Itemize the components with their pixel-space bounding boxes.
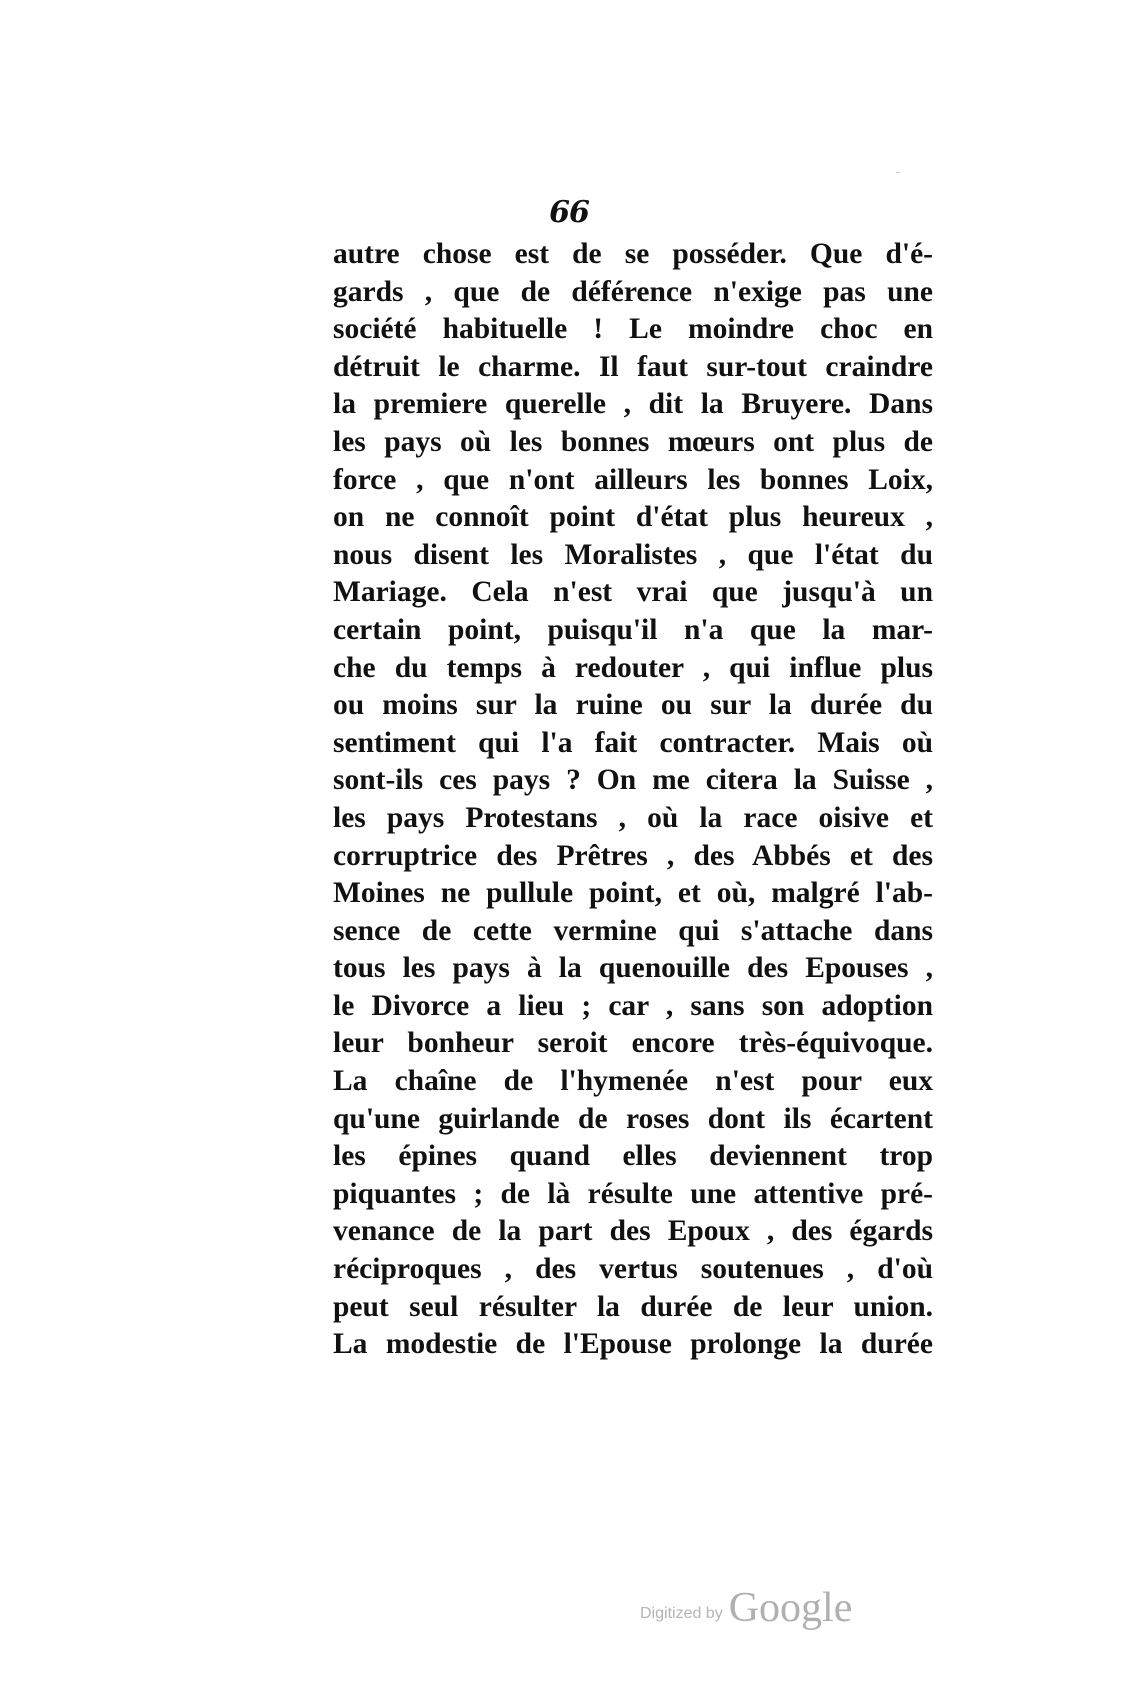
text-line: peut seul résulter la durée de leur union. [333,1290,933,1323]
text-line: nous disent les Moralistes , que l'état du [333,538,933,571]
text-line: force , que n'ont ailleurs les bonnes Loix, [333,463,933,496]
text-line: ou moins sur la ruine ou sur la durée du [333,689,933,722]
text-line: autre chose est de se posséder. Que d'é- [333,238,933,270]
text-line: Moines ne pullule point, et où, malgré l'ab- [333,877,933,910]
text-line: venance de la part des Epoux , des égards [333,1215,933,1248]
text-line: détruit le charme. Il faut sur-tout craindre [333,350,933,383]
text-line: leur bonheur seroit encore très-équivoque. [333,1027,933,1060]
text-line: La chaîne de l'hymenée n'est pour eux [333,1065,933,1098]
text-line: piquantes ; de là résulte une attentive pré- [333,1177,933,1210]
text-line: les pays où les bonnes mœurs ont plus de [333,425,933,458]
text-line: sence de cette vermine qui s'attache dans [333,914,933,947]
scan-speck [896,172,900,173]
text-line: certain point, puisqu'il n'a que la mar- [333,613,933,646]
text-line: qu'une guirlande de roses dont ils écartent [333,1102,933,1135]
google-logo: Google [728,1585,853,1631]
digitized-watermark [640,1580,870,1630]
text-line: sont-ils ces pays ? On me citera la Suisse , [333,764,933,797]
text-line: les épines quand elles deviennent trop [333,1140,933,1173]
text-line: gards , que de déférence n'exige pas une [333,275,933,308]
watermark-prefix: Digitized by [640,1605,723,1622]
page-number: 66 [549,195,589,230]
text-line: les pays Protestans , où la race oisive et [333,801,933,834]
body-text [333,236,933,1364]
text-line: Mariage. Cela n'est vrai que jusqu'à un [333,576,933,609]
text-line: réciproques , des vertus soutenues , d'où [333,1253,933,1286]
text-line: on ne connoît point d'état plus heureux , [333,501,933,534]
text-line: la premiere querelle , dit la Bruyere. Dans [333,388,933,421]
text-line: tous les pays à la quenouille des Epouses , [333,952,933,985]
text-line: che du temps à redouter , qui influe plus [333,651,933,684]
text-line: corruptrice des Prêtres , des Abbés et des [333,839,933,872]
text-line: La modestie de l'Epouse prolonge la durée [333,1328,933,1361]
text-line: sentiment qui l'a fait contracter. Mais où [333,726,933,759]
text-line: société habituelle ! Le moindre choc en [333,313,933,346]
text-line: le Divorce a lieu ; car , sans son adoption [333,989,933,1022]
